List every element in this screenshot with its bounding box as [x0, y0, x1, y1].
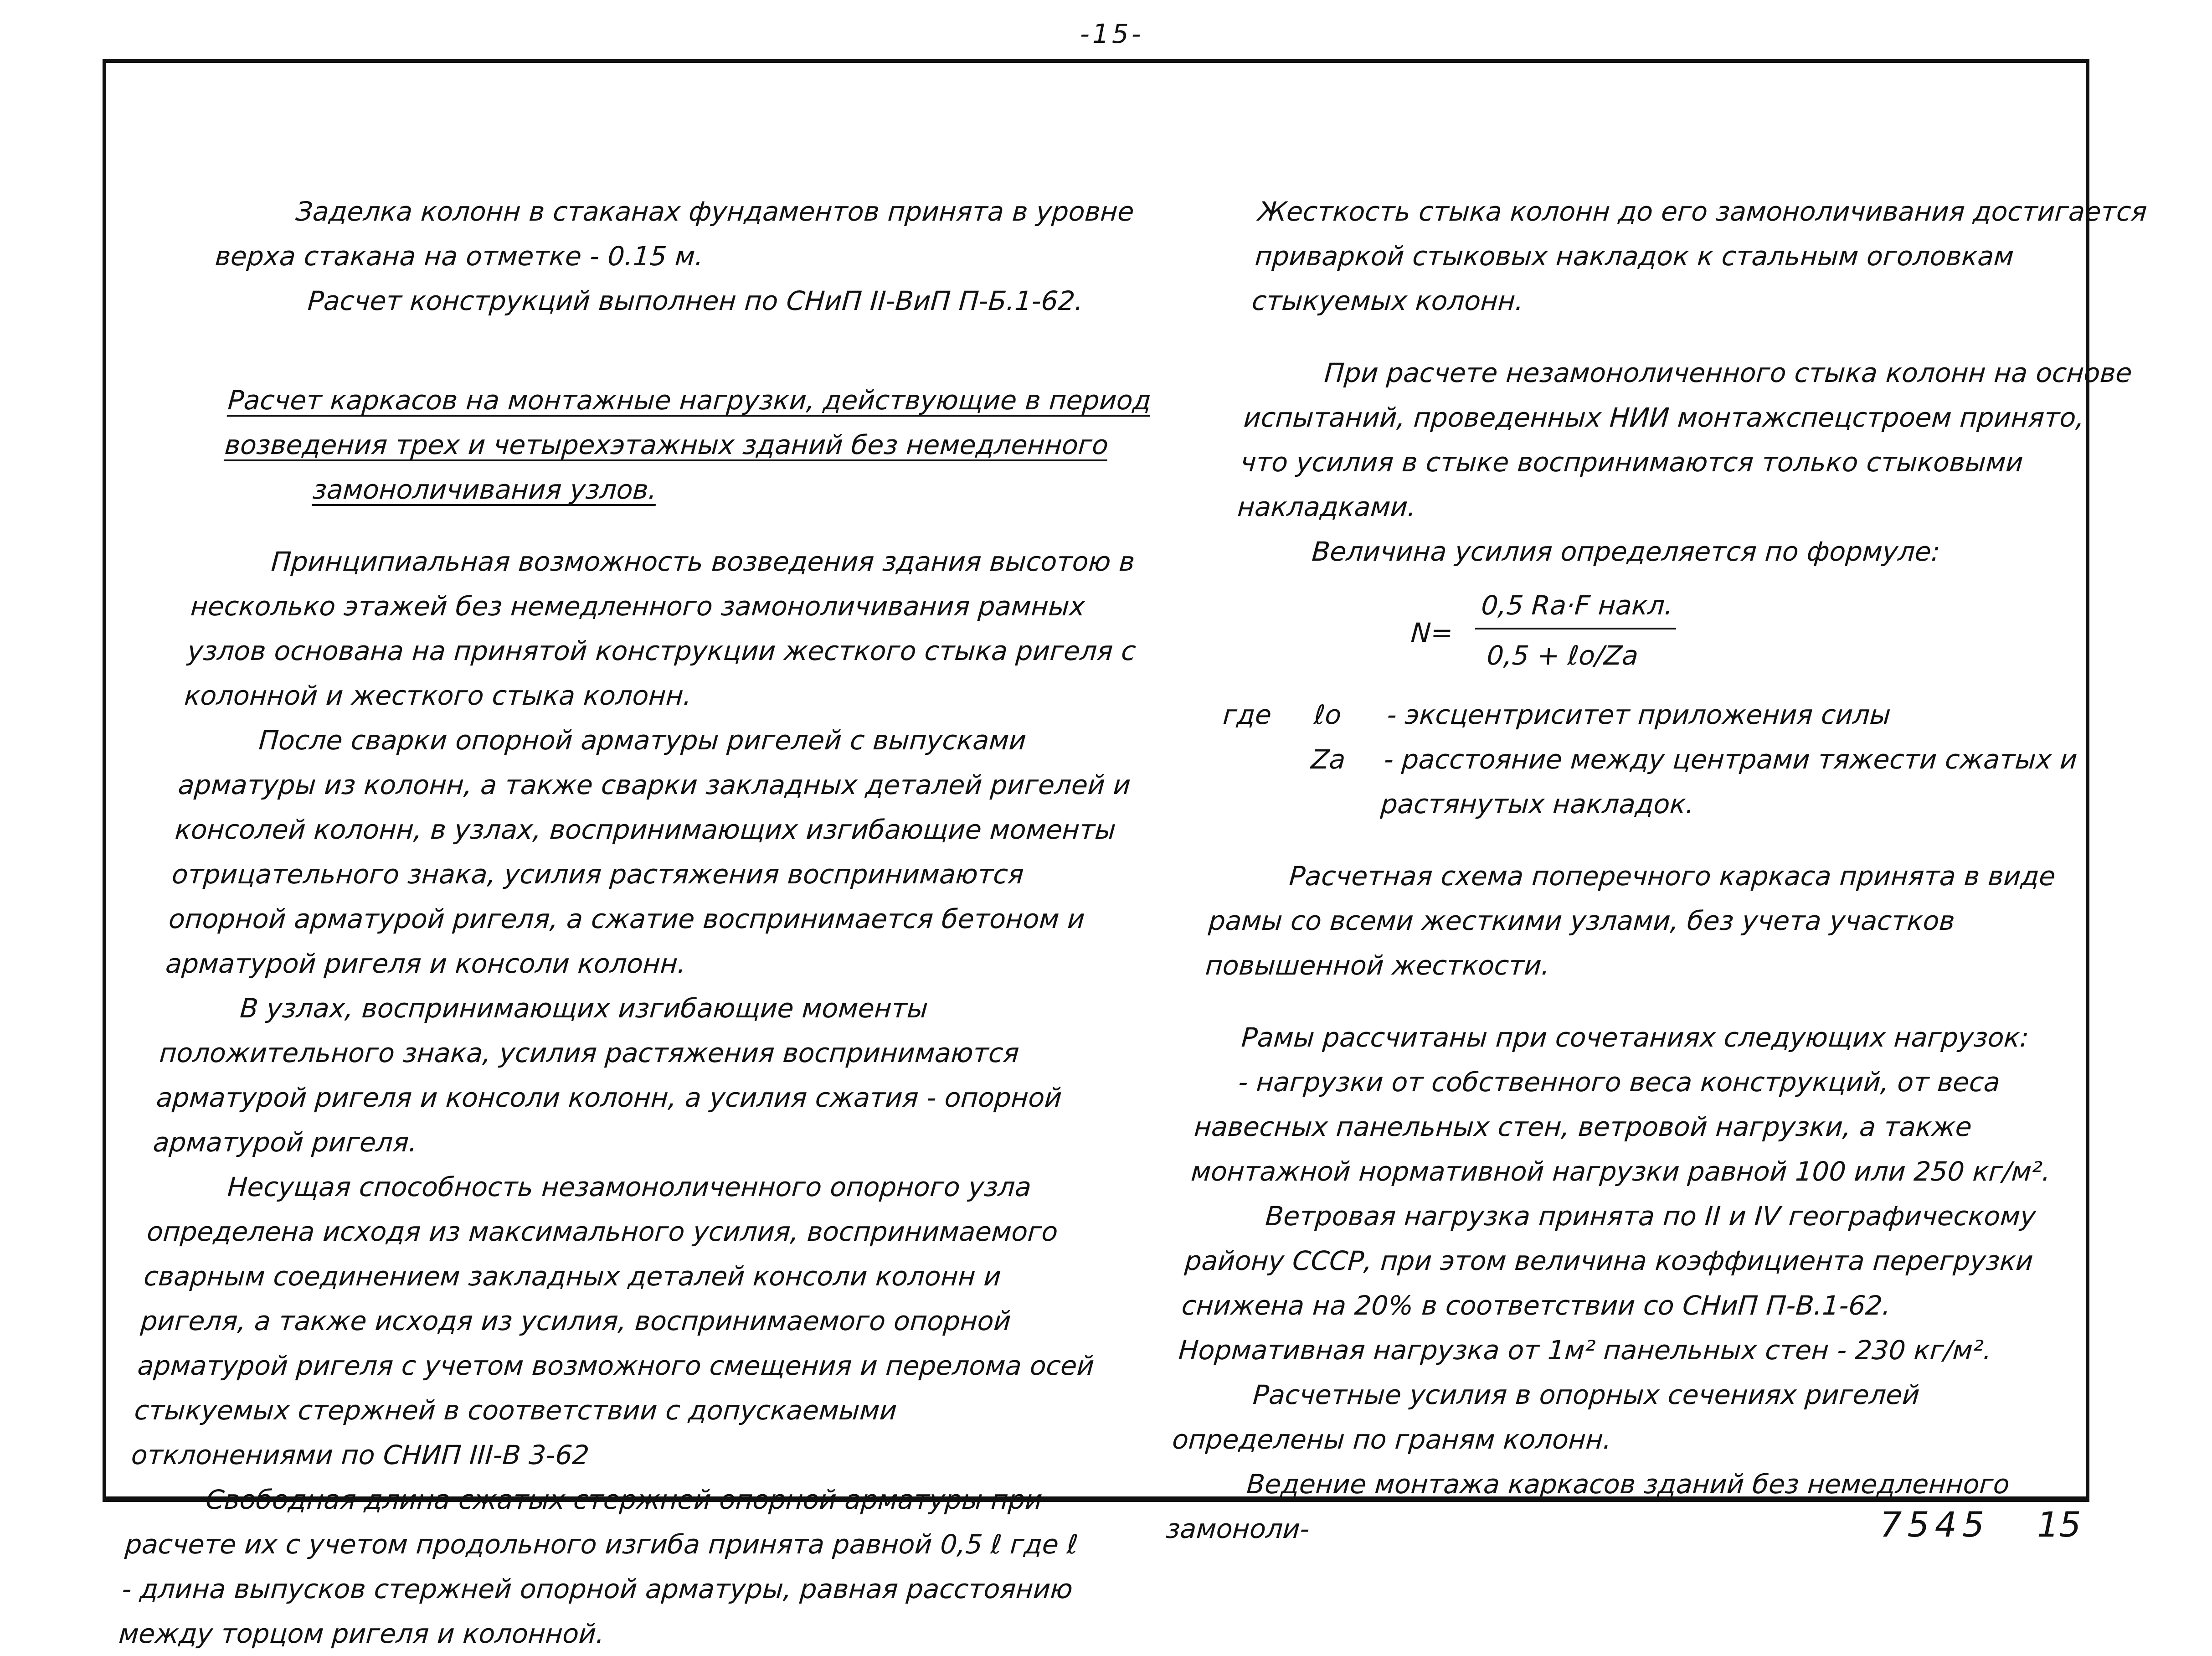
- desc-eccentricity: - эксцентриситет приложения силы: [1386, 699, 1892, 730]
- formula-legend: [1215, 692, 2118, 826]
- paragraph-bearing-capacity: Несущая способность незамоноличенного опорного узла определена исходя из максимального усилия, воспринимаемого сварным соединением закладных деталей консоли колонн и ригеля, а также исходя из усилия, воспринимаемого опорной арматурой ригеля с учетом возможного смещения и перелома осей стыкуемых стержней в соответствии с допускаемыми отклонениями по СНИП III-В 3-62: [130, 1171, 1096, 1470]
- document-code: 7545: [1880, 1504, 1990, 1545]
- section-heading: [220, 378, 1164, 512]
- paragraph-formula-intro: Величина усилия определяется по формуле:: [1311, 536, 1941, 567]
- paragraph-welding: После сварки опорной арматуры ригелей с выпусками арматуры из колонн, а также сварки закладных деталей ригелей и консолей колонн, в узлах, воспринимающих изгибающие моменты отрицательного знака, усилия растяжения воспринимаются опорной арматурой ригеля, а сжатие воспринимается бетоном и арматурой ригеля и консоли колонн.: [165, 725, 1132, 979]
- symbol-distance: Zа: [1310, 744, 1347, 775]
- formula-denominator: 0,5 + ℓo/Zа: [1486, 640, 1640, 671]
- page-number-bottom: 15: [2037, 1504, 2081, 1545]
- formula-lhs: N=: [1410, 617, 1454, 648]
- where-label: где: [1222, 699, 1273, 730]
- spacer: [195, 512, 1154, 539]
- desc-distance: - расстояние между центрами тяжести сжатых и растянутых накладок.: [1379, 744, 2078, 820]
- section-heading-line1: Расчет каркасов на монтажные нагрузки, действующие в период: [226, 385, 1152, 416]
- right-column: [1165, 189, 2153, 1551]
- spacer: [207, 323, 1168, 378]
- force-formula: [1407, 574, 2126, 692]
- where-row-eccentricity: [1312, 692, 2118, 737]
- paragraph-frame-scheme: Расчетная схема поперечного каркаса принята в виде рамы со всеми жесткими узлами, без учета участков повышенной жесткости.: [1204, 861, 2057, 981]
- paragraph-embedding-line2: верха стакана на отметке - 0.15 м.: [214, 241, 705, 272]
- page-number-top: -15-: [1080, 18, 1144, 49]
- where-body: [1307, 692, 2118, 826]
- paragraph-load-combinations: Рамы рассчитаны при сочетаниях следующих нагрузок:: [1240, 1022, 2030, 1053]
- paragraph-calc-reference: Расчет конструкций выполнен по СНиП II-ВиП П-Б.1-62.: [307, 285, 1085, 316]
- paragraph-erection: Ведение монтажа каркасов зданий без немедленного замоноли-: [1165, 1469, 2011, 1544]
- symbol-eccentricity: ℓo: [1313, 699, 1343, 730]
- paragraph-free-length: Свободная длина сжатых стержней опорной арматуры при расчете их с учетом продольного изгиба принята равной 0,5 ℓ где ℓ - длина выпусков стержней опорной арматуры, равная расстоянию между торцом ригеля и колонной.: [118, 1484, 1079, 1649]
- formula-numerator: 0,5 Rа·F накл.: [1475, 583, 1679, 629]
- where-row-distance: [1307, 737, 2115, 826]
- paragraph-wind-load: Ветровая нагрузка принята по II и IV географическому району СССР, при этом величина коэффициента перегрузки снижена на 20% в соответствии со СНиП П-В.1-62. Нормативная нагрузка от 1м² панельных стен - 230 кг/м².: [1177, 1201, 2037, 1366]
- paragraph-principle: Принципиальная возможность возведения здания высотою в несколько этажей без немедленного замоноличивания рамных узлов основана на принятой конструкции жесткого стыка ригеля с колонной и жесткого стыка колонн.: [183, 546, 1137, 711]
- section-heading-line3: замоноличивания узлов.: [312, 474, 658, 505]
- paragraph-joint-stiffness: Жесткость стыка колонн до его замоноличивания достигается приваркой стыковых накладок к стальным оголовкам стыкуемых колонн.: [1250, 196, 2148, 316]
- paragraph-design-forces: Расчетные усилия в опорных сечениях ригелей определены по граням колонн.: [1171, 1379, 1921, 1455]
- paragraph-embedding-line1: Заделка колонн в стаканах фундаментов принята в уровне: [294, 196, 1135, 227]
- section-heading-line2: возведения трех и четырехэтажных зданий без немедленного: [223, 429, 1110, 460]
- left-column: [117, 189, 1177, 1656]
- paragraph-load-list: - нагрузки от собственного веса конструкций, от веса навесных панельных стен, ветровой нагрузки, а также монтажной нормативной нагрузки равной 100 или 250 кг/м².: [1190, 1067, 2052, 1187]
- paragraph-tests: При расчете незамоноличенного стыка колонн на основе испытаний, проведенных НИИ монтажспецстроем принято, что усилия в стыке воспринимаются только стыковыми накладками.: [1236, 357, 2133, 522]
- spacer: [1249, 323, 2144, 351]
- paragraph-positive-moments: В узлах, воспринимающих изгибающие моменты положительного знака, усилия растяжения воспринимаются арматурой ригеля и консоли колонн, а усилия сжатия - опорной арматурой ригеля.: [152, 993, 1063, 1158]
- spacer: [1202, 988, 2097, 1015]
- spacer: [1214, 826, 2109, 854]
